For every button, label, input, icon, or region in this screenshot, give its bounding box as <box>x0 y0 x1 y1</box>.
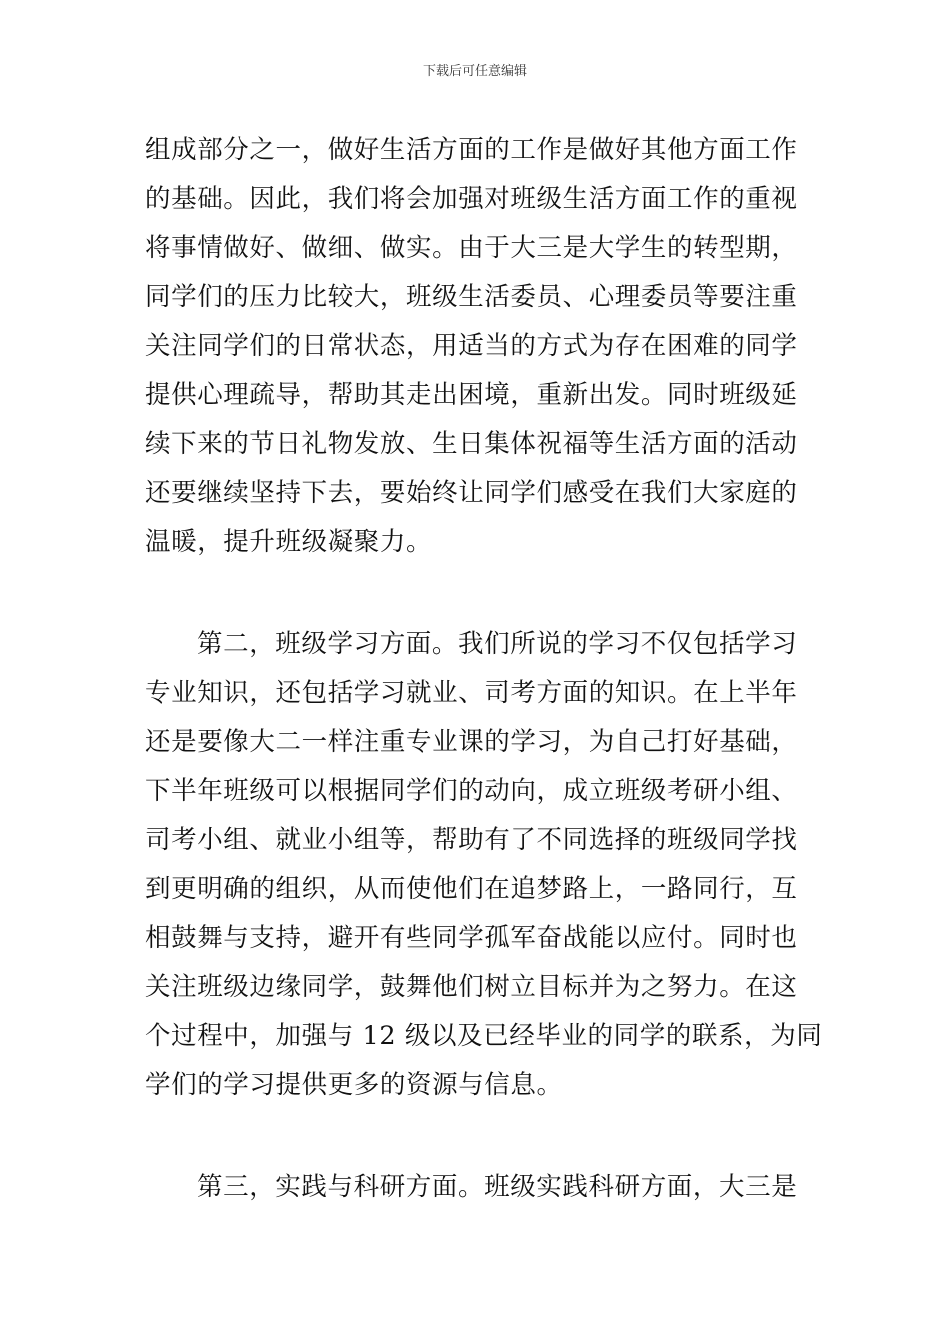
text-line: 的基础。因此，我们将会加强对班级生活方面工作的重视 <box>145 184 798 214</box>
text-line: 学们的学习提供更多的资源与信息。 <box>145 1070 563 1100</box>
text-line: 到更明确的组织，从而使他们在追梦路上，一路同行，互 <box>145 874 798 904</box>
text-line: 同学们的压力比较大，班级生活委员、心理委员等要注重 <box>145 282 798 312</box>
text-line: 关注同学们的日常状态，用适当的方式为存在困难的同学 <box>145 331 798 361</box>
document-body <box>145 126 823 1212</box>
text-line: 司考小组、就业小组等，帮助有了不同选择的班级同学找 <box>145 825 798 855</box>
text-line: 温暖，提升班级凝聚力。 <box>145 527 433 557</box>
text-line: 专业知识，还包括学习就业、司考方面的知识。在上半年 <box>145 678 798 708</box>
text-line: 关注班级边缘同学，鼓舞他们树立目标并为之努力。在这 <box>145 972 798 1002</box>
text-line: 提供心理疏导，帮助其走出困境，重新出发。同时班级延 <box>145 380 798 410</box>
text-line: 个过程中，加强与 12 级以及已经毕业的同学的联系，为同 <box>145 1021 823 1051</box>
paragraph-study <box>145 620 823 1110</box>
text-line: 将事情做好、做细、做实。由于大三是大学生的转型期， <box>145 233 798 263</box>
text-line: 第三，实践与科研方面。班级实践科研方面，大三是 <box>197 1172 798 1202</box>
text-line: 还要继续坚持下去，要始终让同学们感受在我们大家庭的 <box>145 478 798 508</box>
paragraph-practice <box>145 1163 810 1212</box>
text-line: 续下来的节日礼物发放、生日集体祝福等生活方面的活动 <box>145 429 798 459</box>
paragraph-gap <box>145 567 810 620</box>
text-line: 下半年班级可以根据同学们的动向，成立班级考研小组、 <box>145 776 798 806</box>
text-line: 相鼓舞与支持，避开有些同学孤军奋战能以应付。同时也 <box>145 923 798 953</box>
paragraph-life <box>145 126 810 567</box>
page-header-note: 下载后可任意编辑 <box>422 64 527 79</box>
paragraph-gap <box>145 1110 810 1163</box>
text-line: 组成部分之一，做好生活方面的工作是做好其他方面工作 <box>145 135 798 165</box>
text-line: 还是要像大二一样注重专业课的学习，为自己打好基础， <box>145 727 798 757</box>
text-line: 第二，班级学习方面。我们所说的学习不仅包括学习 <box>197 629 798 659</box>
